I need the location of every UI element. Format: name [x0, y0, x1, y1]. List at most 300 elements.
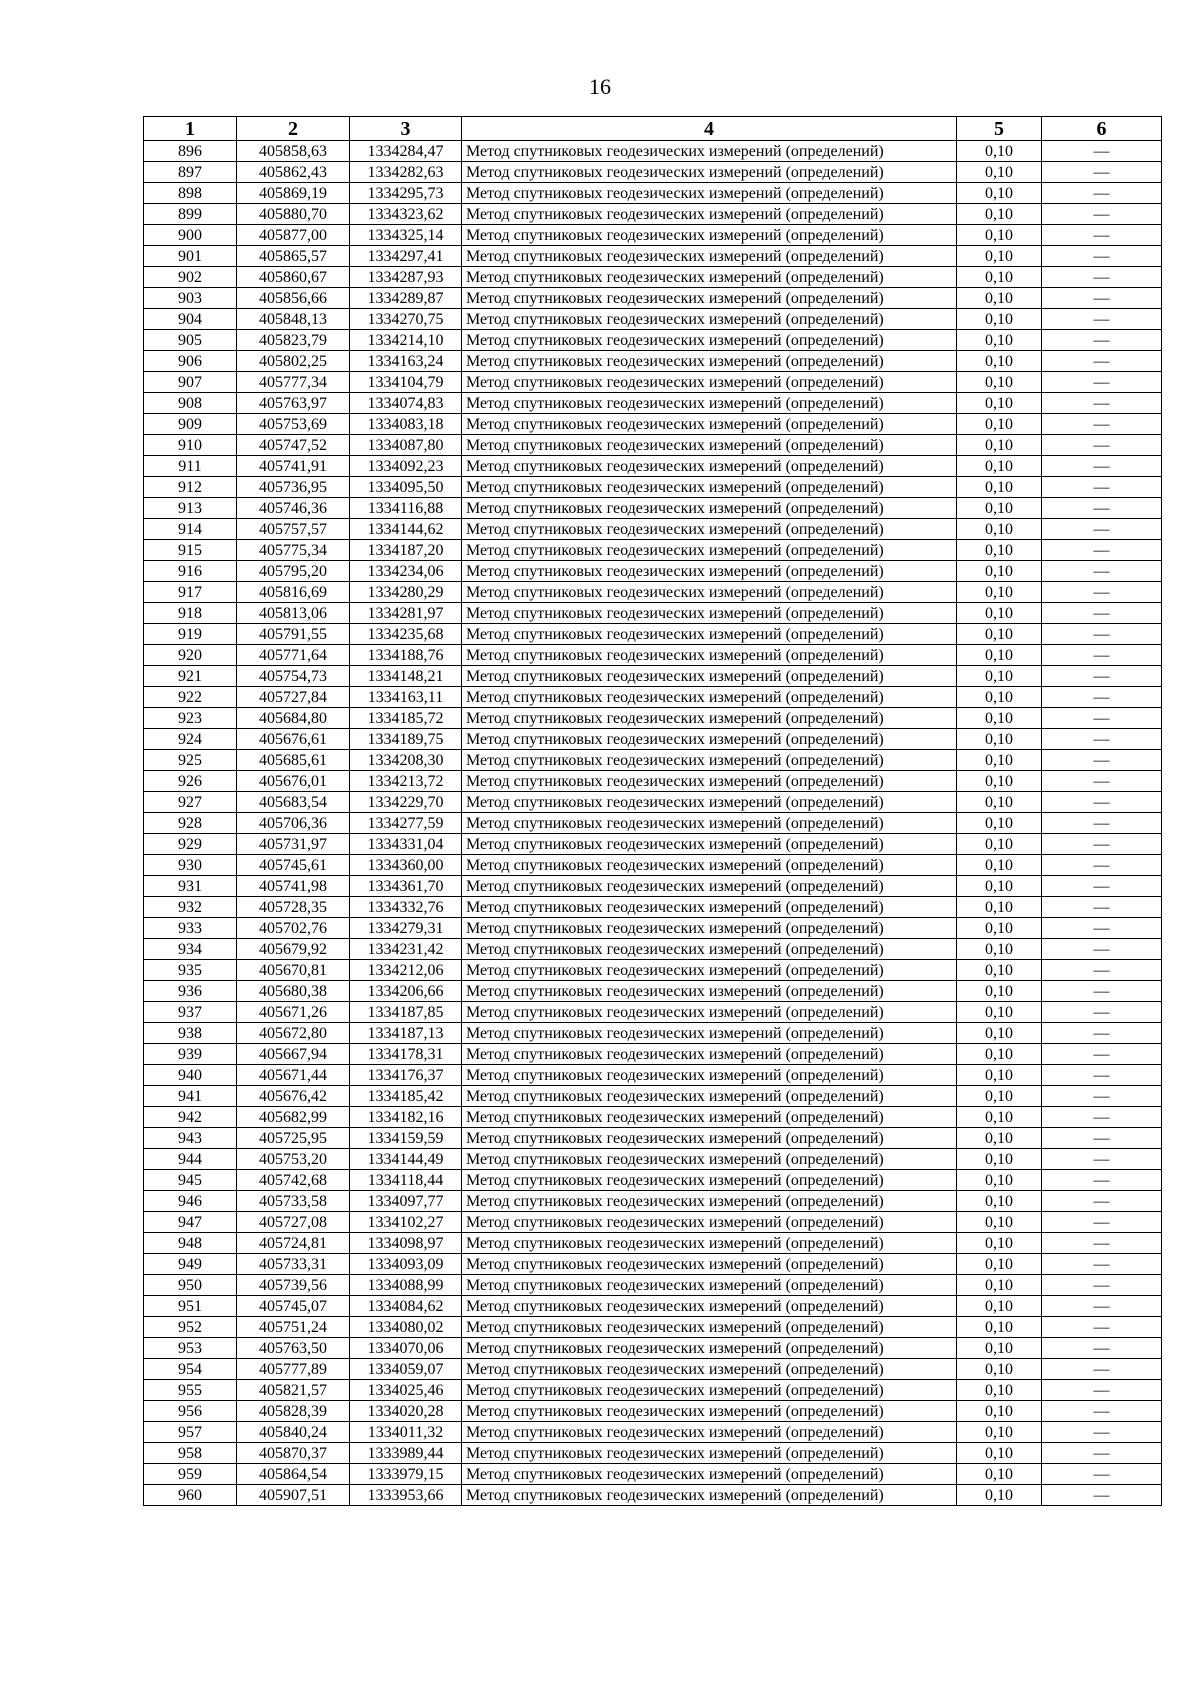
method-cell: Метод спутниковых геодезических измерений (определений): [462, 792, 957, 813]
description-cell: —: [1042, 330, 1162, 351]
description-cell: —: [1042, 1149, 1162, 1170]
accuracy-cell: 0,10: [957, 456, 1042, 477]
y-coordinate-cell: 1334208,30: [350, 750, 462, 771]
description-cell: —: [1042, 603, 1162, 624]
x-coordinate-cell: 405706,36: [237, 813, 350, 834]
y-coordinate-cell: 1334325,14: [350, 225, 462, 246]
accuracy-cell: 0,10: [957, 246, 1042, 267]
method-cell: Метод спутниковых геодезических измерений (определений): [462, 603, 957, 624]
method-cell: Метод спутниковых геодезических измерений (определений): [462, 414, 957, 435]
accuracy-cell: 0,10: [957, 1044, 1042, 1065]
y-coordinate-cell: 1334092,23: [350, 456, 462, 477]
description-cell: —: [1042, 855, 1162, 876]
method-cell: Метод спутниковых геодезических измерений (определений): [462, 834, 957, 855]
point-number-cell: 898: [144, 183, 237, 204]
y-coordinate-cell: 1334080,02: [350, 1317, 462, 1338]
y-coordinate-cell: 1334189,75: [350, 729, 462, 750]
point-number-cell: 903: [144, 288, 237, 309]
description-cell: —: [1042, 204, 1162, 225]
description-cell: —: [1042, 162, 1162, 183]
x-coordinate-cell: 405747,52: [237, 435, 350, 456]
method-cell: Метод спутниковых геодезических измерений (определений): [462, 435, 957, 456]
accuracy-cell: 0,10: [957, 1254, 1042, 1275]
description-cell: —: [1042, 1107, 1162, 1128]
description-cell: —: [1042, 813, 1162, 834]
x-coordinate-cell: 405684,80: [237, 708, 350, 729]
x-coordinate-cell: 405676,01: [237, 771, 350, 792]
x-coordinate-cell: 405733,31: [237, 1254, 350, 1275]
table-row: [144, 1275, 1162, 1296]
description-cell: —: [1042, 372, 1162, 393]
description-cell: —: [1042, 141, 1162, 162]
description-cell: —: [1042, 1359, 1162, 1380]
y-coordinate-cell: 1334284,47: [350, 141, 462, 162]
table-row: [144, 876, 1162, 897]
page-number: 16: [589, 74, 611, 99]
table-row: [144, 813, 1162, 834]
point-number-cell: 923: [144, 708, 237, 729]
method-cell: Метод спутниковых геодезических измерений (определений): [462, 1380, 957, 1401]
table-row: [144, 1170, 1162, 1191]
y-coordinate-cell: 1334229,70: [350, 792, 462, 813]
method-cell: Метод спутниковых геодезических измерений (определений): [462, 582, 957, 603]
y-coordinate-cell: 1334093,09: [350, 1254, 462, 1275]
point-number-cell: 956: [144, 1401, 237, 1422]
accuracy-cell: 0,10: [957, 204, 1042, 225]
method-cell: Метод спутниковых геодезических измерений (определений): [462, 1233, 957, 1254]
table-row: [144, 624, 1162, 645]
x-coordinate-cell: 405771,64: [237, 645, 350, 666]
accuracy-cell: 0,10: [957, 540, 1042, 561]
description-cell: —: [1042, 414, 1162, 435]
accuracy-cell: 0,10: [957, 1296, 1042, 1317]
table-row: [144, 288, 1162, 309]
x-coordinate-cell: 405745,07: [237, 1296, 350, 1317]
method-cell: Метод спутниковых геодезических измерений (определений): [462, 1317, 957, 1338]
x-coordinate-cell: 405870,37: [237, 1443, 350, 1464]
table-row: [144, 204, 1162, 225]
table-row: [144, 372, 1162, 393]
description-cell: —: [1042, 267, 1162, 288]
x-coordinate-cell: 405877,00: [237, 225, 350, 246]
method-cell: Метод спутниковых геодезических измерений (определений): [462, 204, 957, 225]
method-cell: Метод спутниковых геодезических измерений (определений): [462, 288, 957, 309]
x-coordinate-cell: 405907,51: [237, 1485, 350, 1506]
method-cell: Метод спутниковых геодезических измерений (определений): [462, 1422, 957, 1443]
description-cell: —: [1042, 1086, 1162, 1107]
accuracy-cell: 0,10: [957, 1149, 1042, 1170]
x-coordinate-cell: 405763,50: [237, 1338, 350, 1359]
point-number-cell: 944: [144, 1149, 237, 1170]
accuracy-cell: 0,10: [957, 1401, 1042, 1422]
table-row: [144, 771, 1162, 792]
accuracy-cell: 0,10: [957, 1065, 1042, 1086]
table-row: [144, 897, 1162, 918]
accuracy-cell: 0,10: [957, 1380, 1042, 1401]
method-cell: Метод спутниковых геодезических измерений (определений): [462, 498, 957, 519]
table-row: [144, 1254, 1162, 1275]
point-number-cell: 941: [144, 1086, 237, 1107]
table-row: [144, 183, 1162, 204]
accuracy-cell: 0,10: [957, 603, 1042, 624]
point-number-cell: 929: [144, 834, 237, 855]
method-cell: Метод спутниковых геодезических измерений (определений): [462, 1065, 957, 1086]
x-coordinate-cell: 405828,39: [237, 1401, 350, 1422]
table-row: [144, 1464, 1162, 1485]
description-cell: —: [1042, 183, 1162, 204]
table-row: [144, 1212, 1162, 1233]
accuracy-cell: 0,10: [957, 1443, 1042, 1464]
method-cell: Метод спутниковых геодезических измерений (определений): [462, 1023, 957, 1044]
x-coordinate-cell: 405727,08: [237, 1212, 350, 1233]
y-coordinate-cell: 1334213,72: [350, 771, 462, 792]
point-number-cell: 943: [144, 1128, 237, 1149]
point-number-cell: 907: [144, 372, 237, 393]
method-cell: Метод спутниковых геодезических измерений (определений): [462, 771, 957, 792]
method-cell: Метод спутниковых геодезических измерений (определений): [462, 1464, 957, 1485]
method-cell: Метод спутниковых геодезических измерений (определений): [462, 225, 957, 246]
description-cell: —: [1042, 1485, 1162, 1506]
description-cell: —: [1042, 1254, 1162, 1275]
method-cell: Метод спутниковых геодезических измерений (определений): [462, 1485, 957, 1506]
description-cell: —: [1042, 1401, 1162, 1422]
y-coordinate-cell: 1334098,97: [350, 1233, 462, 1254]
method-cell: Метод спутниковых геодезических измерений (определений): [462, 750, 957, 771]
description-cell: —: [1042, 1023, 1162, 1044]
table-row: [144, 603, 1162, 624]
accuracy-cell: 0,10: [957, 267, 1042, 288]
description-cell: —: [1042, 1065, 1162, 1086]
description-cell: —: [1042, 1002, 1162, 1023]
method-cell: Метод спутниковых геодезических измерений (определений): [462, 876, 957, 897]
table-row: [144, 1338, 1162, 1359]
method-cell: Метод спутниковых геодезических измерений (определений): [462, 477, 957, 498]
method-cell: Метод спутниковых геодезических измерений (определений): [462, 1128, 957, 1149]
x-coordinate-cell: 405680,38: [237, 981, 350, 1002]
header-description: 6: [1042, 117, 1162, 141]
method-cell: Метод спутниковых геодезических измерений (определений): [462, 729, 957, 750]
point-number-cell: 910: [144, 435, 237, 456]
table-row: [144, 1023, 1162, 1044]
y-coordinate-cell: 1334020,28: [350, 1401, 462, 1422]
y-coordinate-cell: 1334295,73: [350, 183, 462, 204]
accuracy-cell: 0,10: [957, 372, 1042, 393]
description-cell: —: [1042, 582, 1162, 603]
method-cell: Метод спутниковых геодезических измерений (определений): [462, 561, 957, 582]
point-number-cell: 913: [144, 498, 237, 519]
x-coordinate-cell: 405672,80: [237, 1023, 350, 1044]
description-cell: —: [1042, 519, 1162, 540]
x-coordinate-cell: 405746,36: [237, 498, 350, 519]
point-number-cell: 908: [144, 393, 237, 414]
y-coordinate-cell: 1334231,42: [350, 939, 462, 960]
accuracy-cell: 0,10: [957, 288, 1042, 309]
y-coordinate-cell: 1334088,99: [350, 1275, 462, 1296]
point-number-cell: 901: [144, 246, 237, 267]
table-row: [144, 540, 1162, 561]
method-cell: Метод спутниковых геодезических измерений (определений): [462, 267, 957, 288]
table-row: [144, 834, 1162, 855]
point-number-cell: 960: [144, 1485, 237, 1506]
description-cell: —: [1042, 687, 1162, 708]
point-number-cell: 925: [144, 750, 237, 771]
accuracy-cell: 0,10: [957, 1338, 1042, 1359]
y-coordinate-cell: 1334163,24: [350, 351, 462, 372]
y-coordinate-cell: 1334331,04: [350, 834, 462, 855]
accuracy-cell: 0,10: [957, 183, 1042, 204]
description-cell: —: [1042, 309, 1162, 330]
y-coordinate-cell: 1334279,31: [350, 918, 462, 939]
x-coordinate-cell: 405856,66: [237, 288, 350, 309]
point-number-cell: 896: [144, 141, 237, 162]
table-row: [144, 1086, 1162, 1107]
method-cell: Метод спутниковых геодезических измерений (определений): [462, 330, 957, 351]
description-cell: —: [1042, 981, 1162, 1002]
point-number-cell: 934: [144, 939, 237, 960]
description-cell: —: [1042, 876, 1162, 897]
accuracy-cell: 0,10: [957, 414, 1042, 435]
accuracy-cell: 0,10: [957, 1212, 1042, 1233]
point-number-cell: 931: [144, 876, 237, 897]
point-number-cell: 948: [144, 1233, 237, 1254]
method-cell: Метод спутниковых геодезических измерений (определений): [462, 960, 957, 981]
point-number-cell: 915: [144, 540, 237, 561]
table-row: [144, 141, 1162, 162]
accuracy-cell: 0,10: [957, 645, 1042, 666]
y-coordinate-cell: 1334059,07: [350, 1359, 462, 1380]
y-coordinate-cell: 1334144,62: [350, 519, 462, 540]
method-cell: Метод спутниковых геодезических измерений (определений): [462, 162, 957, 183]
point-number-cell: 930: [144, 855, 237, 876]
y-coordinate-cell: 1334084,62: [350, 1296, 462, 1317]
x-coordinate-cell: 405679,92: [237, 939, 350, 960]
x-coordinate-cell: 405754,73: [237, 666, 350, 687]
table-row: [144, 1128, 1162, 1149]
accuracy-cell: 0,10: [957, 960, 1042, 981]
description-cell: —: [1042, 456, 1162, 477]
point-number-cell: 957: [144, 1422, 237, 1443]
point-number-cell: 926: [144, 771, 237, 792]
x-coordinate-cell: 405741,98: [237, 876, 350, 897]
point-number-cell: 906: [144, 351, 237, 372]
accuracy-cell: 0,10: [957, 771, 1042, 792]
accuracy-cell: 0,10: [957, 435, 1042, 456]
method-cell: Метод спутниковых геодезических измерений (определений): [462, 813, 957, 834]
method-cell: Метод спутниковых геодезических измерений (определений): [462, 708, 957, 729]
header-point-number: 1: [144, 117, 237, 141]
accuracy-cell: 0,10: [957, 624, 1042, 645]
description-cell: —: [1042, 498, 1162, 519]
accuracy-cell: 0,10: [957, 561, 1042, 582]
x-coordinate-cell: 405739,56: [237, 1275, 350, 1296]
method-cell: Метод спутниковых геодезических измерений (определений): [462, 309, 957, 330]
y-coordinate-cell: 1334297,41: [350, 246, 462, 267]
y-coordinate-cell: 1334087,80: [350, 435, 462, 456]
method-cell: Метод спутниковых геодезических измерений (определений): [462, 1359, 957, 1380]
point-number-cell: 939: [144, 1044, 237, 1065]
description-cell: —: [1042, 939, 1162, 960]
point-number-cell: 904: [144, 309, 237, 330]
accuracy-cell: 0,10: [957, 1422, 1042, 1443]
point-number-cell: 911: [144, 456, 237, 477]
method-cell: Метод спутниковых геодезических измерений (определений): [462, 183, 957, 204]
table-row: [144, 162, 1162, 183]
accuracy-cell: 0,10: [957, 939, 1042, 960]
table-body: [144, 141, 1162, 1506]
accuracy-cell: 0,10: [957, 1275, 1042, 1296]
table-row: [144, 729, 1162, 750]
accuracy-cell: 0,10: [957, 330, 1042, 351]
description-cell: —: [1042, 729, 1162, 750]
table-row: [144, 708, 1162, 729]
x-coordinate-cell: 405670,81: [237, 960, 350, 981]
accuracy-cell: 0,10: [957, 834, 1042, 855]
accuracy-cell: 0,10: [957, 1233, 1042, 1254]
point-number-cell: 958: [144, 1443, 237, 1464]
table-row: [144, 246, 1162, 267]
point-number-cell: 932: [144, 897, 237, 918]
method-cell: Метод спутниковых геодезических измерений (определений): [462, 918, 957, 939]
method-cell: Метод спутниковых геодезических измерений (определений): [462, 1296, 957, 1317]
x-coordinate-cell: 405683,54: [237, 792, 350, 813]
description-cell: —: [1042, 834, 1162, 855]
method-cell: Метод спутниковых геодезических измерений (определений): [462, 1338, 957, 1359]
y-coordinate-cell: 1334116,88: [350, 498, 462, 519]
accuracy-cell: 0,10: [957, 897, 1042, 918]
description-cell: —: [1042, 393, 1162, 414]
y-coordinate-cell: 1334097,77: [350, 1191, 462, 1212]
y-coordinate-cell: 1334332,76: [350, 897, 462, 918]
x-coordinate-cell: 405860,67: [237, 267, 350, 288]
point-number-cell: 946: [144, 1191, 237, 1212]
accuracy-cell: 0,10: [957, 981, 1042, 1002]
table-row: [144, 1107, 1162, 1128]
accuracy-cell: 0,10: [957, 351, 1042, 372]
x-coordinate-cell: 405671,26: [237, 1002, 350, 1023]
point-number-cell: 912: [144, 477, 237, 498]
description-cell: —: [1042, 1422, 1162, 1443]
description-cell: —: [1042, 750, 1162, 771]
accuracy-cell: 0,10: [957, 1107, 1042, 1128]
table-row: [144, 1380, 1162, 1401]
x-coordinate-cell: 405757,57: [237, 519, 350, 540]
method-cell: Метод спутниковых геодезических измерений (определений): [462, 246, 957, 267]
y-coordinate-cell: 1334104,79: [350, 372, 462, 393]
accuracy-cell: 0,10: [957, 393, 1042, 414]
method-cell: Метод спутниковых геодезических измерений (определений): [462, 645, 957, 666]
description-cell: —: [1042, 1212, 1162, 1233]
point-number-cell: 914: [144, 519, 237, 540]
accuracy-cell: 0,10: [957, 1023, 1042, 1044]
y-coordinate-cell: 1334095,50: [350, 477, 462, 498]
table-row: [144, 1359, 1162, 1380]
header-method: 4: [462, 117, 957, 141]
x-coordinate-cell: 405864,54: [237, 1464, 350, 1485]
x-coordinate-cell: 405751,24: [237, 1317, 350, 1338]
x-coordinate-cell: 405816,69: [237, 582, 350, 603]
point-number-cell: 959: [144, 1464, 237, 1485]
y-coordinate-cell: 1333979,15: [350, 1464, 462, 1485]
table-row: [144, 414, 1162, 435]
table-row: [144, 582, 1162, 603]
accuracy-cell: 0,10: [957, 309, 1042, 330]
point-number-cell: 949: [144, 1254, 237, 1275]
y-coordinate-cell: 1334280,29: [350, 582, 462, 603]
description-cell: —: [1042, 1380, 1162, 1401]
description-cell: —: [1042, 897, 1162, 918]
x-coordinate-cell: 405813,06: [237, 603, 350, 624]
accuracy-cell: 0,10: [957, 708, 1042, 729]
x-coordinate-cell: 405753,69: [237, 414, 350, 435]
y-coordinate-cell: 1334206,66: [350, 981, 462, 1002]
description-cell: —: [1042, 771, 1162, 792]
point-number-cell: 902: [144, 267, 237, 288]
method-cell: Метод спутниковых геодезических измерений (определений): [462, 1002, 957, 1023]
table-row: [144, 750, 1162, 771]
description-cell: —: [1042, 225, 1162, 246]
x-coordinate-cell: 405671,44: [237, 1065, 350, 1086]
point-number-cell: 909: [144, 414, 237, 435]
y-coordinate-cell: 1334361,70: [350, 876, 462, 897]
method-cell: Метод спутниковых геодезических измерений (определений): [462, 1107, 957, 1128]
accuracy-cell: 0,10: [957, 1086, 1042, 1107]
method-cell: Метод спутниковых геодезических измерений (определений): [462, 351, 957, 372]
y-coordinate-cell: 1334187,13: [350, 1023, 462, 1044]
table-row: [144, 225, 1162, 246]
description-cell: —: [1042, 288, 1162, 309]
y-coordinate-cell: 1334070,06: [350, 1338, 462, 1359]
method-cell: Метод спутниковых геодезических измерений (определений): [462, 141, 957, 162]
description-cell: —: [1042, 561, 1162, 582]
description-cell: —: [1042, 1233, 1162, 1254]
x-coordinate-cell: 405753,20: [237, 1149, 350, 1170]
accuracy-cell: 0,10: [957, 876, 1042, 897]
table-row: [144, 498, 1162, 519]
accuracy-cell: 0,10: [957, 162, 1042, 183]
x-coordinate-cell: 405840,24: [237, 1422, 350, 1443]
table-row: [144, 330, 1162, 351]
table-row: [144, 855, 1162, 876]
table-row: [144, 792, 1162, 813]
table-row: [144, 456, 1162, 477]
y-coordinate-cell: 1334323,62: [350, 204, 462, 225]
table-row: [144, 1317, 1162, 1338]
point-number-cell: 918: [144, 603, 237, 624]
table-row: [144, 918, 1162, 939]
point-number-cell: 917: [144, 582, 237, 603]
method-cell: Метод спутниковых геодезических измерений (определений): [462, 666, 957, 687]
y-coordinate-cell: 1334234,06: [350, 561, 462, 582]
table-row: [144, 1401, 1162, 1422]
method-cell: Метод спутниковых геодезических измерений (определений): [462, 624, 957, 645]
table-row: [144, 981, 1162, 1002]
table-row: [144, 1233, 1162, 1254]
y-coordinate-cell: 1334074,83: [350, 393, 462, 414]
point-number-cell: 942: [144, 1107, 237, 1128]
y-coordinate-cell: 1334187,85: [350, 1002, 462, 1023]
y-coordinate-cell: 1334188,76: [350, 645, 462, 666]
description-cell: —: [1042, 477, 1162, 498]
coordinates-table: [143, 116, 1162, 1506]
point-number-cell: 933: [144, 918, 237, 939]
method-cell: Метод спутниковых геодезических измерений (определений): [462, 1044, 957, 1065]
table-row: [144, 1044, 1162, 1065]
table-row: [144, 960, 1162, 981]
method-cell: Метод спутниковых геодезических измерений (определений): [462, 1275, 957, 1296]
description-cell: —: [1042, 960, 1162, 981]
table-row: [144, 1443, 1162, 1464]
description-cell: —: [1042, 540, 1162, 561]
